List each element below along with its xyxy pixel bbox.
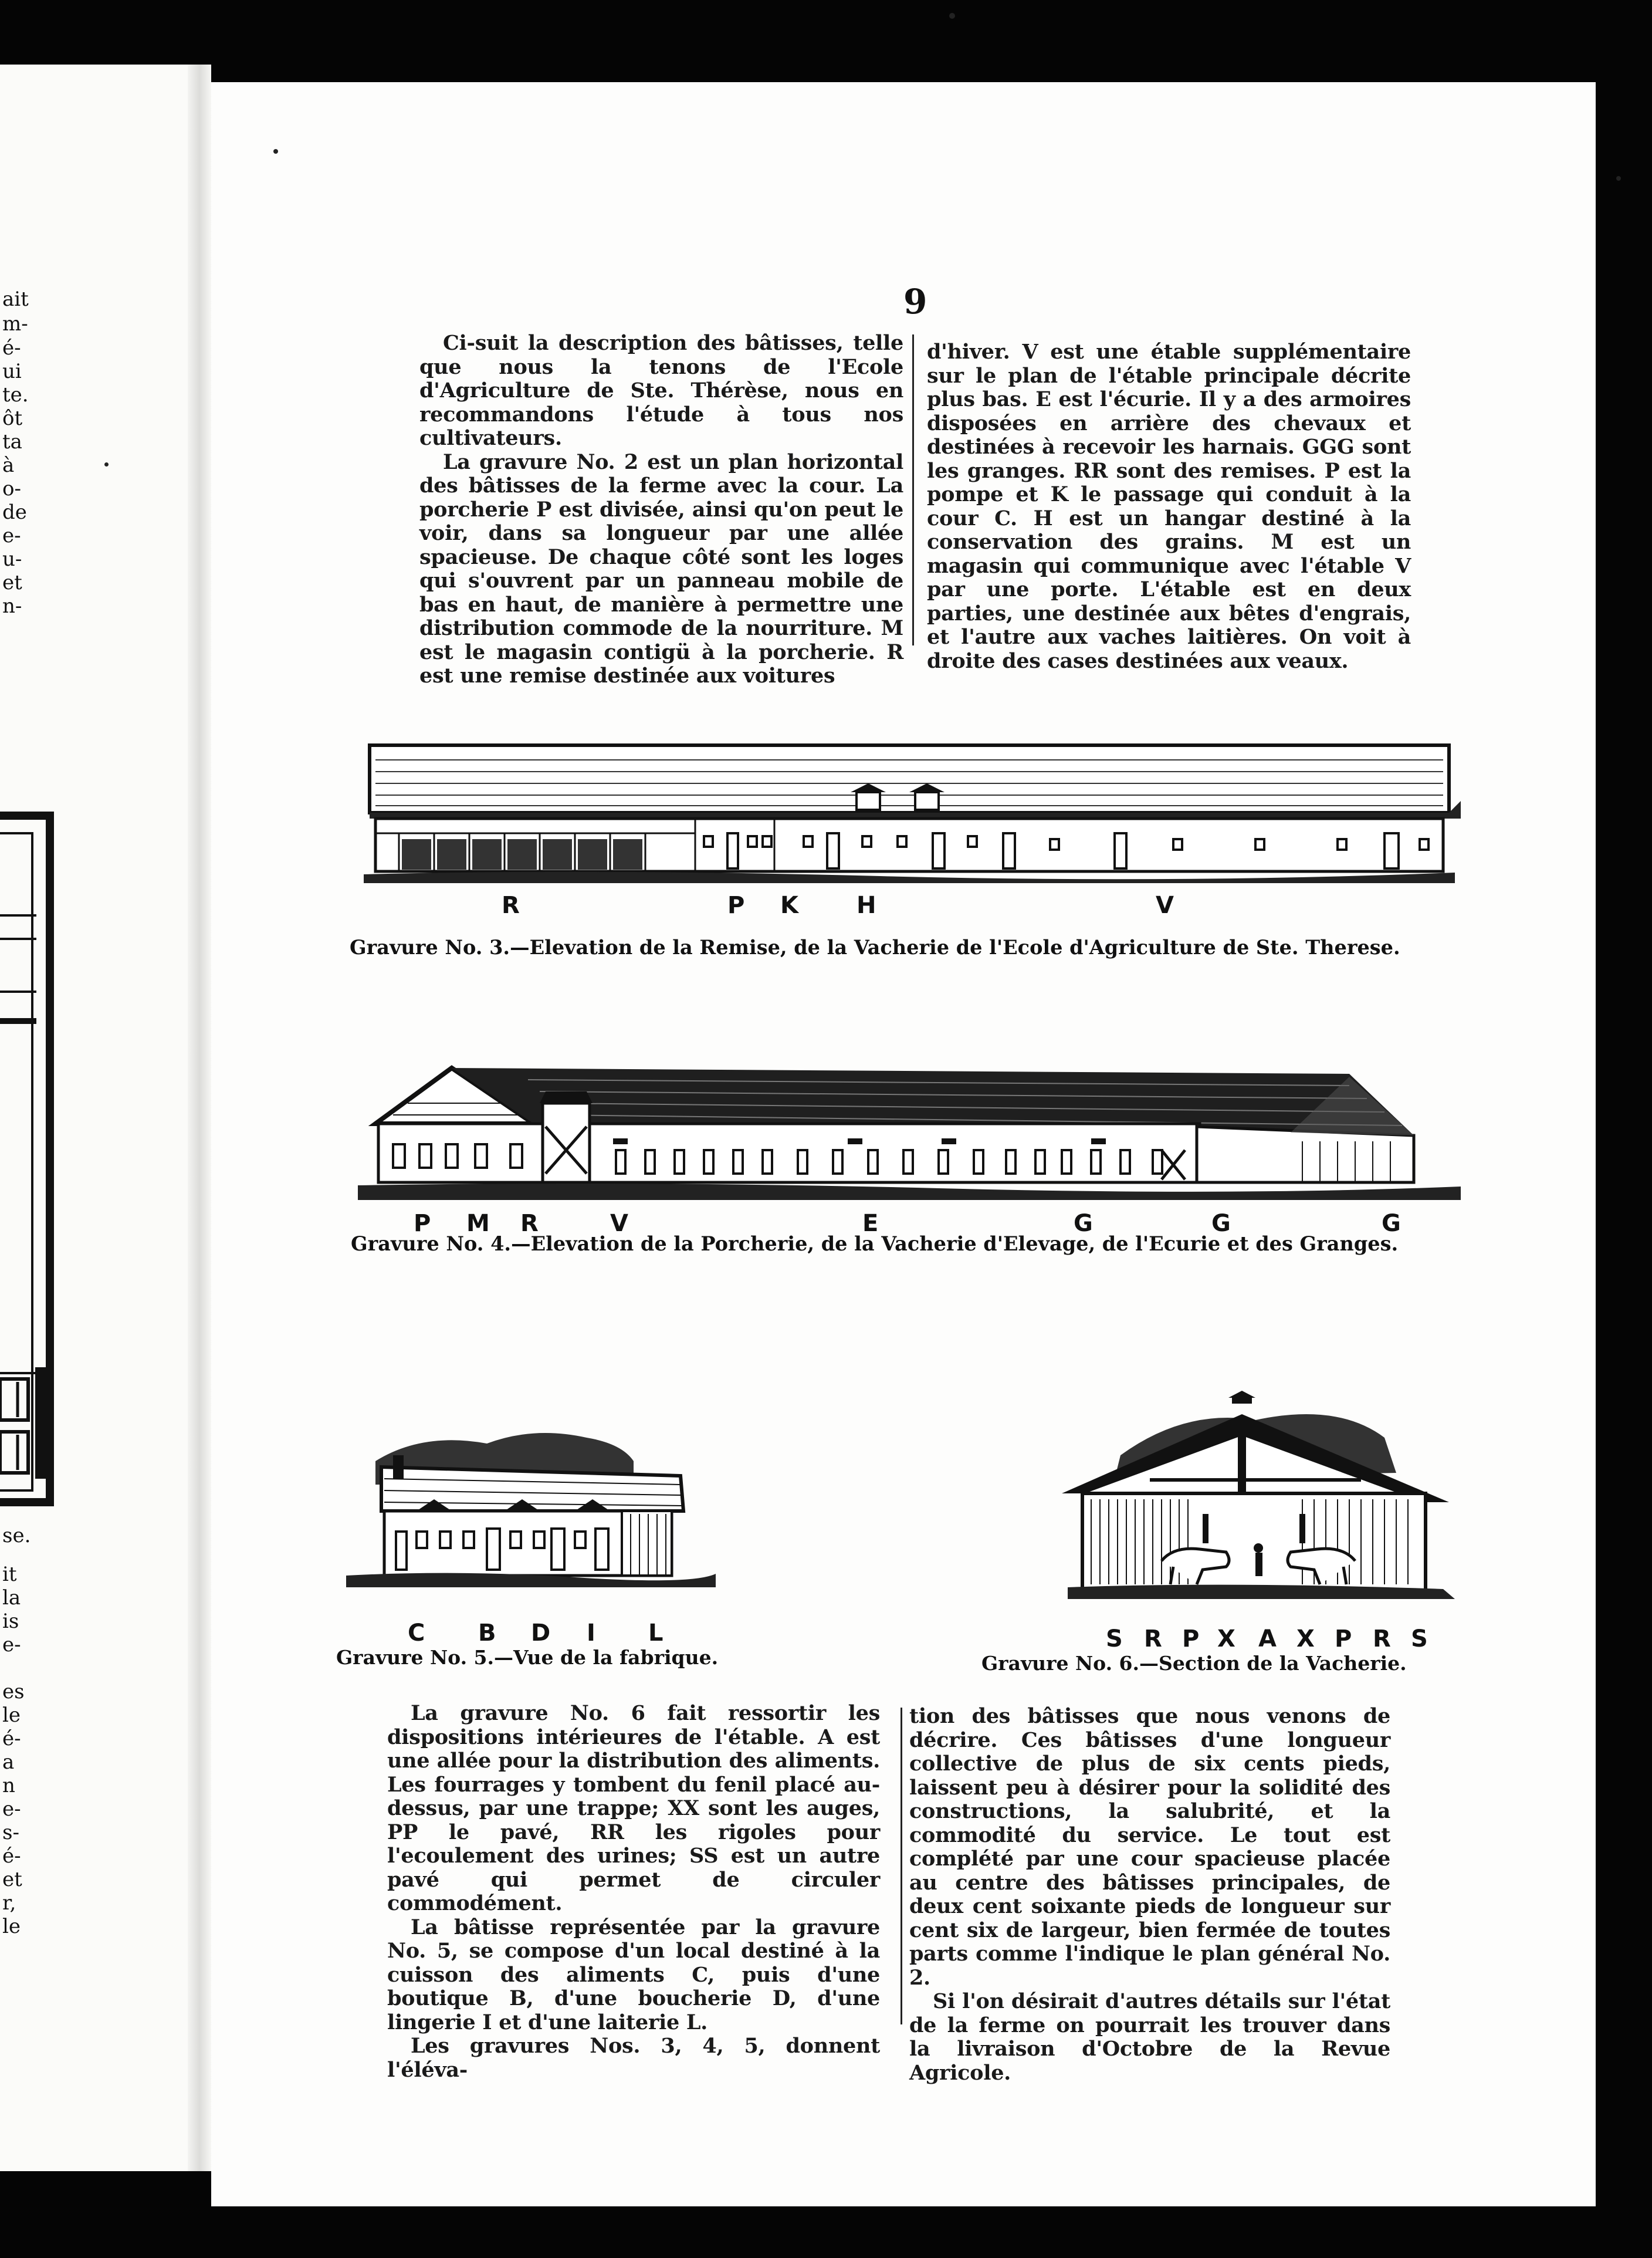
- edge-fragment: e-: [2, 1633, 21, 1657]
- figure-letter: V: [1156, 892, 1174, 919]
- figure-letter: H: [857, 892, 876, 919]
- figure-letter: P: [1182, 1625, 1200, 1652]
- edge-fragment: n-: [2, 594, 22, 618]
- figure-6-caption: Gravure No. 6.—Section de la Vacherie.: [981, 1652, 1407, 1675]
- figure-6-section-vacherie: [1056, 1391, 1461, 1614]
- paragraph: La bâtisse représentée par la gravure No. 5, se compose d'un local destiné à la cuisson des aliments C, puis d'une boutique B, d'une boucherie D, d'une lingerie I et d'une laiterie L.: [387, 1915, 880, 2034]
- edge-fragment: de: [2, 501, 27, 524]
- edge-fragment: a: [2, 1750, 15, 1774]
- scan-speck: [1616, 176, 1621, 181]
- edge-fragment: o-: [2, 477, 21, 501]
- figure-letter: D: [531, 1620, 551, 1647]
- edge-fragment: ôt: [2, 407, 23, 430]
- figure-letter: R: [502, 892, 520, 919]
- edge-fragment: is: [2, 1610, 19, 1633]
- paragraph: Ci-suit la description des bâtisses, telle que nous la tenons de l'Ecole d'Agriculture de Ste. Thérèse, nous en recommandons l'étude à tous nos cultivateurs.: [419, 331, 903, 450]
- figure-3-caption: Gravure No. 3.—Elevation de la Remise, de la Vacherie de l'Ecole d'Agriculture de Ste. Therese.: [350, 936, 1400, 959]
- figure-letter: P: [414, 1210, 431, 1237]
- edge-fragment: es: [2, 1680, 25, 1703]
- figure-letter: L: [648, 1620, 663, 1647]
- figure-letter: X: [1296, 1625, 1315, 1652]
- edge-fragment: r,: [2, 1891, 16, 1915]
- figure-3-remise-vacherie: [352, 736, 1461, 892]
- edge-fragment: é-: [2, 1727, 21, 1750]
- intro-right-column: [927, 340, 1411, 673]
- figure-letter: P: [727, 892, 745, 919]
- paragraph: Les gravures Nos. 3, 4, 5, donnent l'éléva-: [387, 2034, 880, 2082]
- figure-4-porcherie-granges: [352, 1056, 1461, 1209]
- figure-letter: S: [1411, 1625, 1428, 1652]
- figure-5-letters: [340, 1620, 716, 1649]
- figure-5-fabrique: [340, 1426, 716, 1614]
- figure-letter: G: [1211, 1210, 1231, 1237]
- edge-fragment: m-: [2, 312, 28, 336]
- paragraph: tion des bâtisses que nous venons de décrire. Ces bâtisses d'une longueur collective de plus de six cents pieds, laissent peu à désirer pour la solidité des constructions, la salubrité, et la commodité du service. Le tout est complété par une cour spacieuse placée au centre des bâtisses principales, de deux cent soixante pieds de longueur sur cent six de largeur, bien fermée de toutes parts comme l'indique le plan général No. 2.: [909, 1704, 1390, 1990]
- paragraph: La gravure No. 6 fait ressortir les dispositions intérieures de l'étable. A est une allée pour la distribution des aliments. Les fourrages y tombent du fenil placé au-dessus, par une trappe; XX sont les auges, PP le pavé, RR les rigoles pour l'ecoulement des urines; SS est un autre pavé qui permet de circuler commodément.: [387, 1701, 880, 1915]
- edge-fragment: ait: [2, 288, 29, 311]
- edge-fragment: et: [2, 1868, 22, 1891]
- edge-fragment: ui: [2, 360, 22, 383]
- figure-letter: B: [478, 1620, 496, 1647]
- figure-letter: G: [1382, 1210, 1401, 1237]
- figure-letter: P: [1335, 1625, 1352, 1652]
- edge-fragment: le: [2, 1703, 21, 1727]
- paragraph: Si l'on désirait d'autres détails sur l'état de la ferme on pourrait les trouver dans la livraison d'Octobre de la Revue Agricole.: [909, 1989, 1390, 2085]
- scan-speck: [949, 13, 955, 19]
- figure-letter: R: [520, 1210, 539, 1237]
- figure-5-caption: Gravure No. 5.—Vue de la fabrique.: [336, 1646, 719, 1669]
- page-fold: [188, 65, 211, 2171]
- figure-letter: X: [1217, 1625, 1235, 1652]
- bottom-right-column: [909, 1705, 1390, 2085]
- figure-letter: M: [466, 1210, 490, 1237]
- edge-fragment: et: [2, 571, 22, 594]
- figure-letter: K: [780, 892, 798, 919]
- edge-fragment: é-: [2, 336, 21, 360]
- page-number: 9: [903, 282, 927, 322]
- edge-fragment: n: [2, 1774, 15, 1797]
- edge-fragment: u-: [2, 547, 22, 571]
- edge-fragment: te.: [2, 383, 29, 407]
- figure-letter: S: [1106, 1625, 1123, 1652]
- intro-left-column: [419, 332, 903, 688]
- column-rule: [901, 1708, 902, 2024]
- figure-letter: A: [1258, 1625, 1277, 1652]
- figure-letter: E: [862, 1210, 879, 1237]
- figure-3-letters: [352, 892, 1461, 921]
- scan-speck: [273, 149, 278, 154]
- figure-letter: R: [1144, 1625, 1162, 1652]
- column-rule: [912, 334, 914, 645]
- edge-fragment: se.: [2, 1524, 31, 1547]
- edge-fragment: la: [2, 1586, 21, 1610]
- figure-letter: C: [408, 1620, 425, 1647]
- bottom-left-column: [387, 1702, 880, 2082]
- edge-fragment: s-: [2, 1821, 19, 1844]
- paragraph: La gravure No. 2 est un plan horizontal des bâtisses de la ferme avec la cour. La porcherie P est divisée, ainsi qu'on peut le voir, dans sa longueur par une allée spacieuse. De chaque côté sont les loges qui s'ouvrent par un panneau mobile de bas en haut, de manière à permettre une distribution commode de la nourriture. M est le magasin contigü à la porcherie. R est une remise destinée aux voitures: [419, 449, 903, 688]
- figure-letter: I: [587, 1620, 595, 1647]
- edge-fragment: é-: [2, 1844, 21, 1868]
- scan-speck: [104, 462, 109, 467]
- figure-letter: V: [610, 1210, 628, 1237]
- figure-6-letters: [1056, 1625, 1461, 1655]
- figure-letter: G: [1074, 1210, 1093, 1237]
- edge-fragment: ta: [2, 430, 22, 454]
- left-plan-fragment: [0, 810, 59, 1514]
- edge-fragment: e-: [2, 1797, 21, 1821]
- figure-letter: R: [1373, 1625, 1391, 1652]
- edge-fragment: à: [2, 454, 15, 477]
- edge-fragment: it: [2, 1563, 17, 1586]
- edge-fragment: le: [2, 1915, 21, 1938]
- edge-fragment: e-: [2, 524, 21, 547]
- paragraph: d'hiver. V est une étable supplémentaire sur le plan de l'étable principale décrite plus bas. E est l'écurie. Il y a des armoires disposées en arrière des chevaux et destinées à recevoir les harnais. GGG sont les granges. RR sont des remises. P est la pompe et K le passage qui conduit à la cour C. H est un hangar destiné à la conservation des grains. M est un magasin qui communique avec l'étable V par une porte. L'étable est en deux parties, une destinée aux bêtes d'engrais, et l'autre aux vaches laitières. On voit à droite des cases destinées aux veaux.: [927, 340, 1411, 673]
- figure-4-caption: Gravure No. 4.—Elevation de la Porcherie, de la Vacherie d'Elevage, de l'Ecurie et des Granges.: [351, 1232, 1399, 1255]
